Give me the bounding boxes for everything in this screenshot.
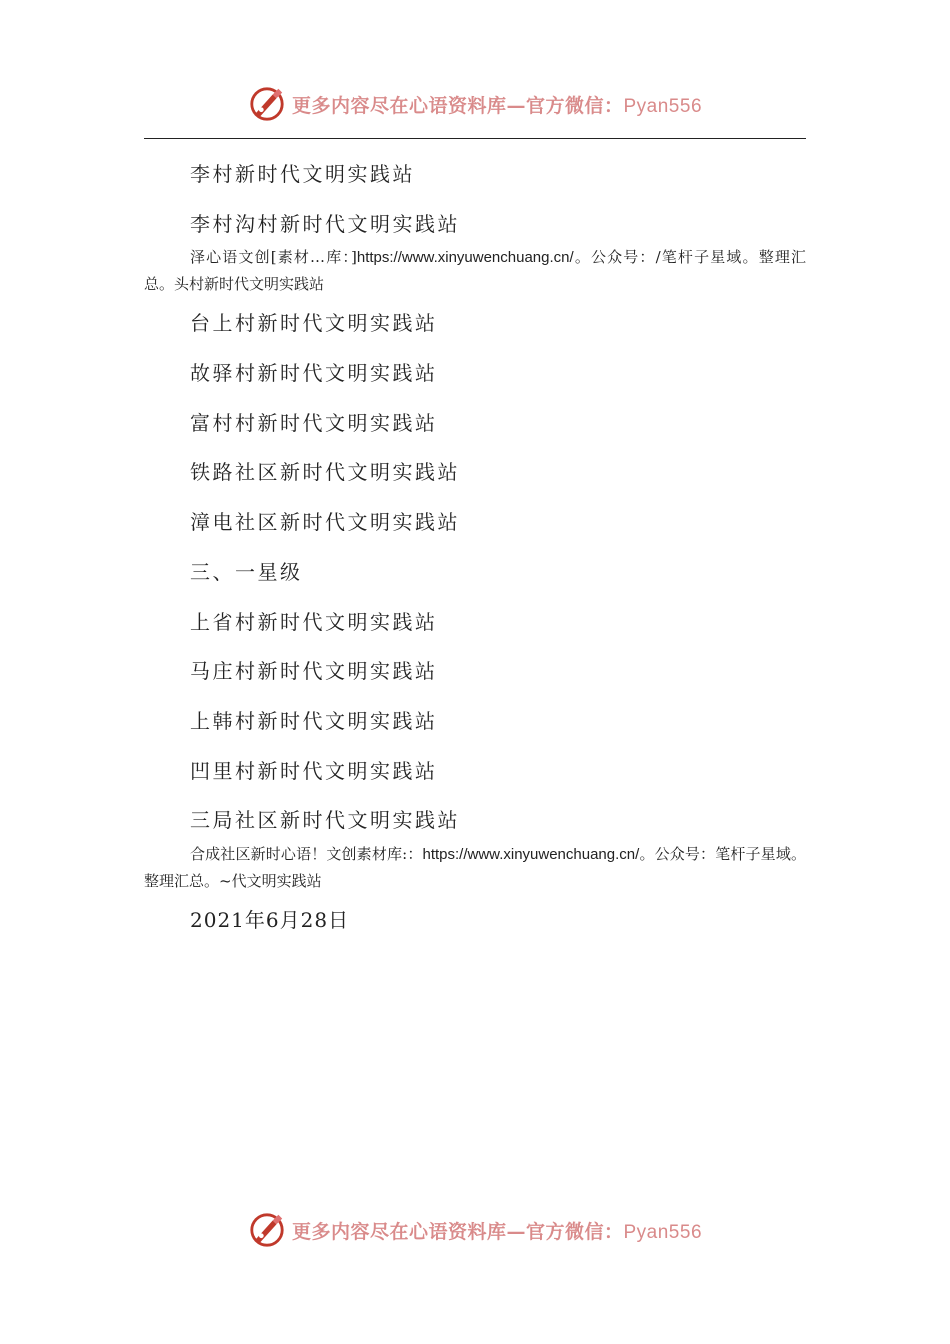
- body-line: 李村沟村新时代文明实践站: [190, 212, 460, 236]
- note-url: https://www.xinyuwenchuang.cn/: [422, 846, 640, 863]
- body-line: 上省村新时代文明实践站: [190, 610, 438, 634]
- watermark-note: [144, 244, 806, 297]
- section-heading: 三、一星级: [190, 560, 303, 584]
- header-banner: [0, 82, 950, 126]
- note-text: 合成社区新时心语！文创素材库:：: [190, 845, 423, 863]
- body-line: 台上村新时代文明实践站: [190, 311, 438, 335]
- body-line: 马庄村新时代文明实践站: [190, 659, 438, 683]
- header-wechat-id: Pyan556: [623, 95, 703, 117]
- note-text: 。公众号：笔杆子星域。整理汇总。~代文明实践站: [144, 845, 806, 890]
- footer-banner: [0, 1208, 950, 1252]
- note-text: 泽心语文创[素材…库：]: [190, 248, 357, 266]
- document-date: 2021年6月28日: [190, 908, 350, 932]
- footer-slogan: [292, 1217, 702, 1244]
- watermark-note: [144, 841, 806, 894]
- header-slogan: [292, 91, 702, 118]
- pen-logo-icon: [248, 85, 286, 123]
- body-line: 富村村新时代文明实践站: [190, 411, 438, 435]
- body-line: 故驿村新时代文明实践站: [190, 361, 438, 385]
- footer-slogan-text: 更多内容尽在心语资料库—官方微信：: [291, 1220, 624, 1243]
- body-line: 三局社区新时代文明实践站: [190, 808, 460, 832]
- note-text: 。公众号：/笔杆子星域。整理汇总。头村新时代文明实践站: [144, 248, 806, 293]
- header-slogan-text: 更多内容尽在心语资料库—官方微信：: [291, 94, 624, 117]
- header-rule: [144, 138, 806, 139]
- body-line: 上韩村新时代文明实践站: [190, 709, 438, 733]
- pen-logo-icon: [248, 1211, 286, 1249]
- body-line: 漳电社区新时代文明实践站: [190, 510, 460, 534]
- body-line: 李村新时代文明实践站: [190, 162, 415, 186]
- footer-wechat-id: Pyan556: [623, 1221, 703, 1243]
- note-url: https://www.xinyuwenchuang.cn/: [356, 249, 574, 266]
- body-line: 铁路社区新时代文明实践站: [190, 460, 460, 484]
- body-line: 凹里村新时代文明实践站: [190, 759, 438, 783]
